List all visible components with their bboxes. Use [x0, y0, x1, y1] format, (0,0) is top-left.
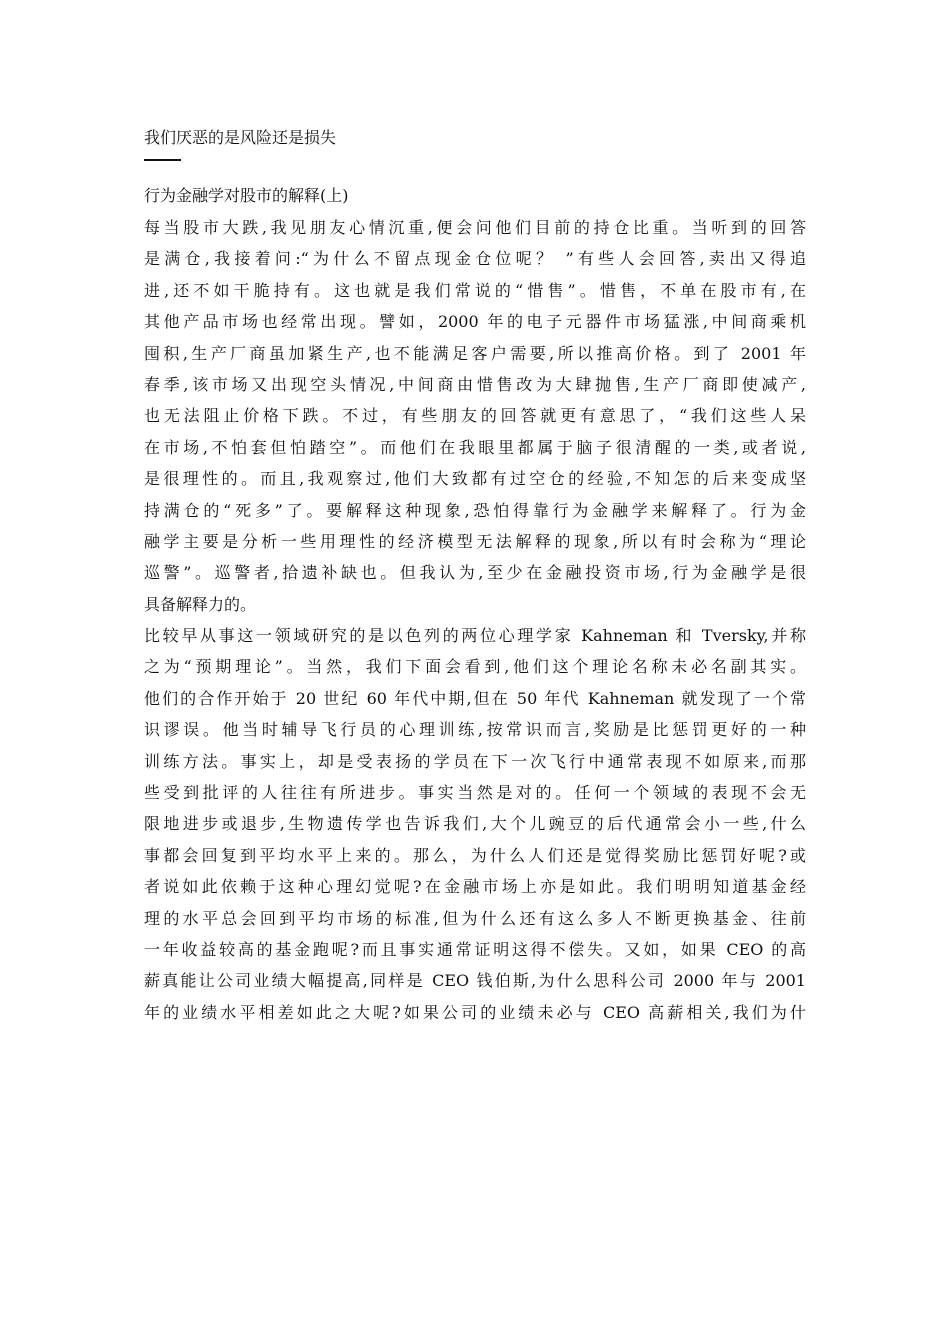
body-line: 巡警”。巡警者,拾遗补缺也。但我认为,至少在金融投资市场,行为金融学是很	[144, 563, 806, 583]
body-line: 具备解释力的。	[144, 594, 257, 614]
body-line: 比较早从事这一领域研究的是以色列的两位心理学家 Kahneman 和 Tversky,并称	[144, 626, 806, 646]
body-line: 其他产品市场也经常出现。譬如，2000 年的电子元器件市场猛涨,中间商乘机	[144, 312, 806, 332]
body-line: 春季,该市场又出现空头情况,中间商由惜售改为大肆抛售,生产厂商即使减产,	[144, 374, 806, 394]
body-line: 进,还不如干脆持有。这也就是我们常说的“惜售”。惜售，不单在股市有,在	[144, 280, 806, 300]
dash-rule	[144, 159, 181, 161]
body-line: 囤积,生产厂商虽加紧生产,也不能满足客户需要,所以推高价格。到了 2001 年	[144, 343, 806, 363]
body-line: 在市场,不怕套但怕踏空”。而他们在我眼里都属于脑子很清醒的一类,或者说,	[144, 437, 806, 457]
body-line: 每当股市大跌,我见朋友心情沉重,便会问他们目前的持仓比重。当听到的回答	[144, 218, 806, 237]
article-body	[144, 212, 806, 1028]
body-line: 他们的合作开始于 20 世纪 60 年代中期,但在 50 年代 Kahneman 就发现了一个常	[144, 688, 806, 708]
body-line: 理的水平总会回到平均市场的标准,但为什么还有这么多人不断更换基金、往前	[144, 908, 806, 928]
body-line: 限地进步或退步,生物遗传学也告诉我们,大个儿豌豆的后代通常会小一些,什么	[144, 814, 806, 834]
body-line: 也无法阻止价格下跌。不过，有些朋友的回答就更有意思了，“我们这些人呆	[144, 406, 806, 426]
body-line: 持满仓的“死多”了。要解释这种现象,恐怕得靠行为金融学来解释了。行为金	[144, 500, 806, 520]
body-line: 识谬误。他当时辅导飞行员的心理训练,按常识而言,奖励是比惩罚更好的一种	[144, 720, 806, 740]
body-line: 融学主要是分析一些用理性的经济模型无法解释的现象,所以有时会称为“理论	[144, 531, 806, 551]
body-line: 训练方法。事实上，却是受表扬的学员在下一次飞行中通常表现不如原来,而那	[144, 751, 806, 771]
article-subtitle: 行为金融学对股市的解释(上)	[144, 186, 349, 205]
body-line: 年的业绩水平相差如此之大呢?如果公司的业绩未必与 CEO 高薪相关,我们为什	[144, 1002, 806, 1022]
body-line: 者说如此依赖于这种心理幻觉呢?在金融市场上亦是如此。我们明明知道基金经	[144, 877, 806, 897]
body-line: 是很理性的。而且,我观察过,他们大致都有过空仓的经验,不知怎的后来变成坚	[144, 469, 806, 489]
article-title: 我们厌恶的是风险还是损失	[144, 128, 337, 147]
title-dash	[144, 154, 806, 174]
body-line: 薪真能让公司业绩大幅提高,同样是 CEO 钱伯斯,为什么思科公司 2000 年与 2001	[144, 971, 806, 991]
body-line: 一年收益较高的基金跑呢?而且事实通常证明这得不偿失。又如，如果 CEO 的高	[144, 939, 806, 959]
document-page	[144, 122, 806, 1028]
body-line: 是满仓,我接着问:“为什么不留点现金仓位呢？ ”有些人会回答,卖出又得追	[144, 249, 806, 269]
body-line: 之为“预期理论”。当然，我们下面会看到,他们这个理论名称未必名副其实。	[144, 657, 806, 677]
body-line: 些受到批评的人往往有所进步。事实当然是对的。任何一个领域的表现不会无	[144, 783, 806, 803]
body-line: 事都会回复到平均水平上来的。那么，为什么人们还是觉得奖励比惩罚好呢?或	[144, 845, 806, 865]
